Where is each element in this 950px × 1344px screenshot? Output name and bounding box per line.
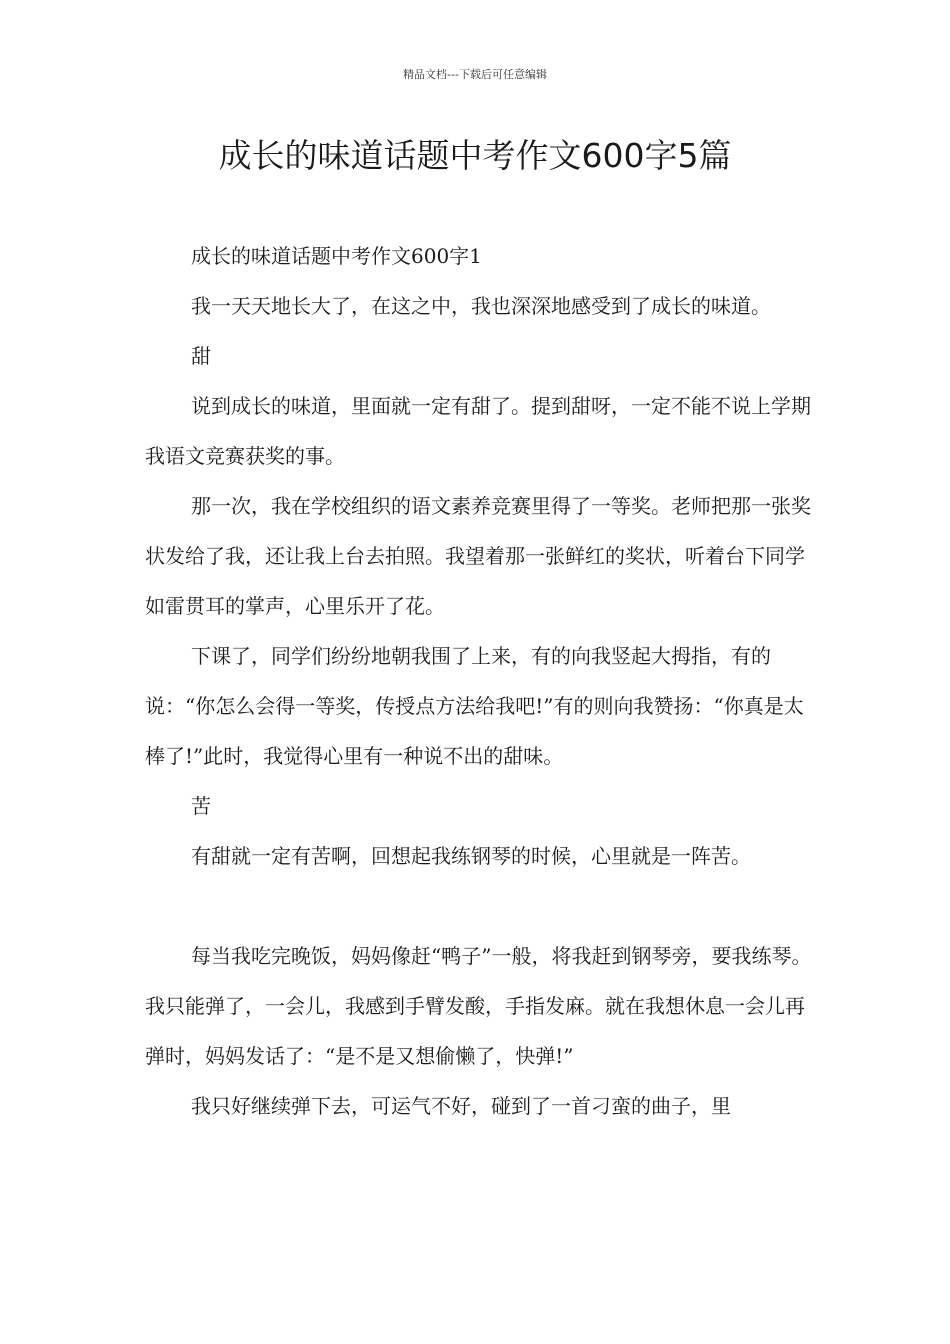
paragraph: 下课了，同学们纷纷地朝我围了上来，有的向我竖起大拇指，有的说：“你怎么会得一等奖，传授点方法给我吧!”有的则向我赞扬：“你真是太棒了!”此时，我觉得心里有一种说不出的甜味。 — [145, 644, 804, 768]
header-note: 精品文档---下载后可任意编辑 — [403, 68, 547, 81]
essay-subtitle: 成长的味道话题中考作文600字1 — [191, 244, 482, 268]
paragraph: 说到成长的味道，里面就一定有甜了。提到甜呀，一定不能不说上学期我语文竞赛获奖的事。 — [145, 394, 811, 468]
section-heading-bitter: 苦 — [191, 794, 211, 818]
paragraph: 那一次，我在学校组织的语文素养竞赛里得了一等奖。老师把那一张奖状发给了我，还让我上台去拍照。我望着那一张鲜红的奖状，听着台下同学如雷贯耳的掌声，心里乐开了花。 — [145, 494, 811, 618]
document-body — [145, 231, 817, 1131]
paragraph: 每当我吃完晚饭，妈妈像赶“鸭子”一般，将我赶到钢琴旁，要我练琴。我只能弹了，一会儿，我感到手臂发酸，手指发麻。就在我想休息一会儿再弹时，妈妈发话了：“是不是又想偷懒了，快弹!” — [145, 944, 812, 1068]
paragraph: 我只好继续弹下去，可运气不好，碰到了一首刁蛮的曲子，里 — [191, 1094, 731, 1118]
paragraph: 我一天天地长大了，在这之中，我也深深地感受到了成长的味道。 — [191, 294, 771, 318]
paragraph: 有甜就一定有苦啊，回想起我练钢琴的时候，心里就是一阵苦。 — [191, 844, 751, 868]
section-heading-sweet: 甜 — [191, 344, 211, 368]
document-title: 成长的味道话题中考作文600字5篇 — [218, 136, 732, 175]
